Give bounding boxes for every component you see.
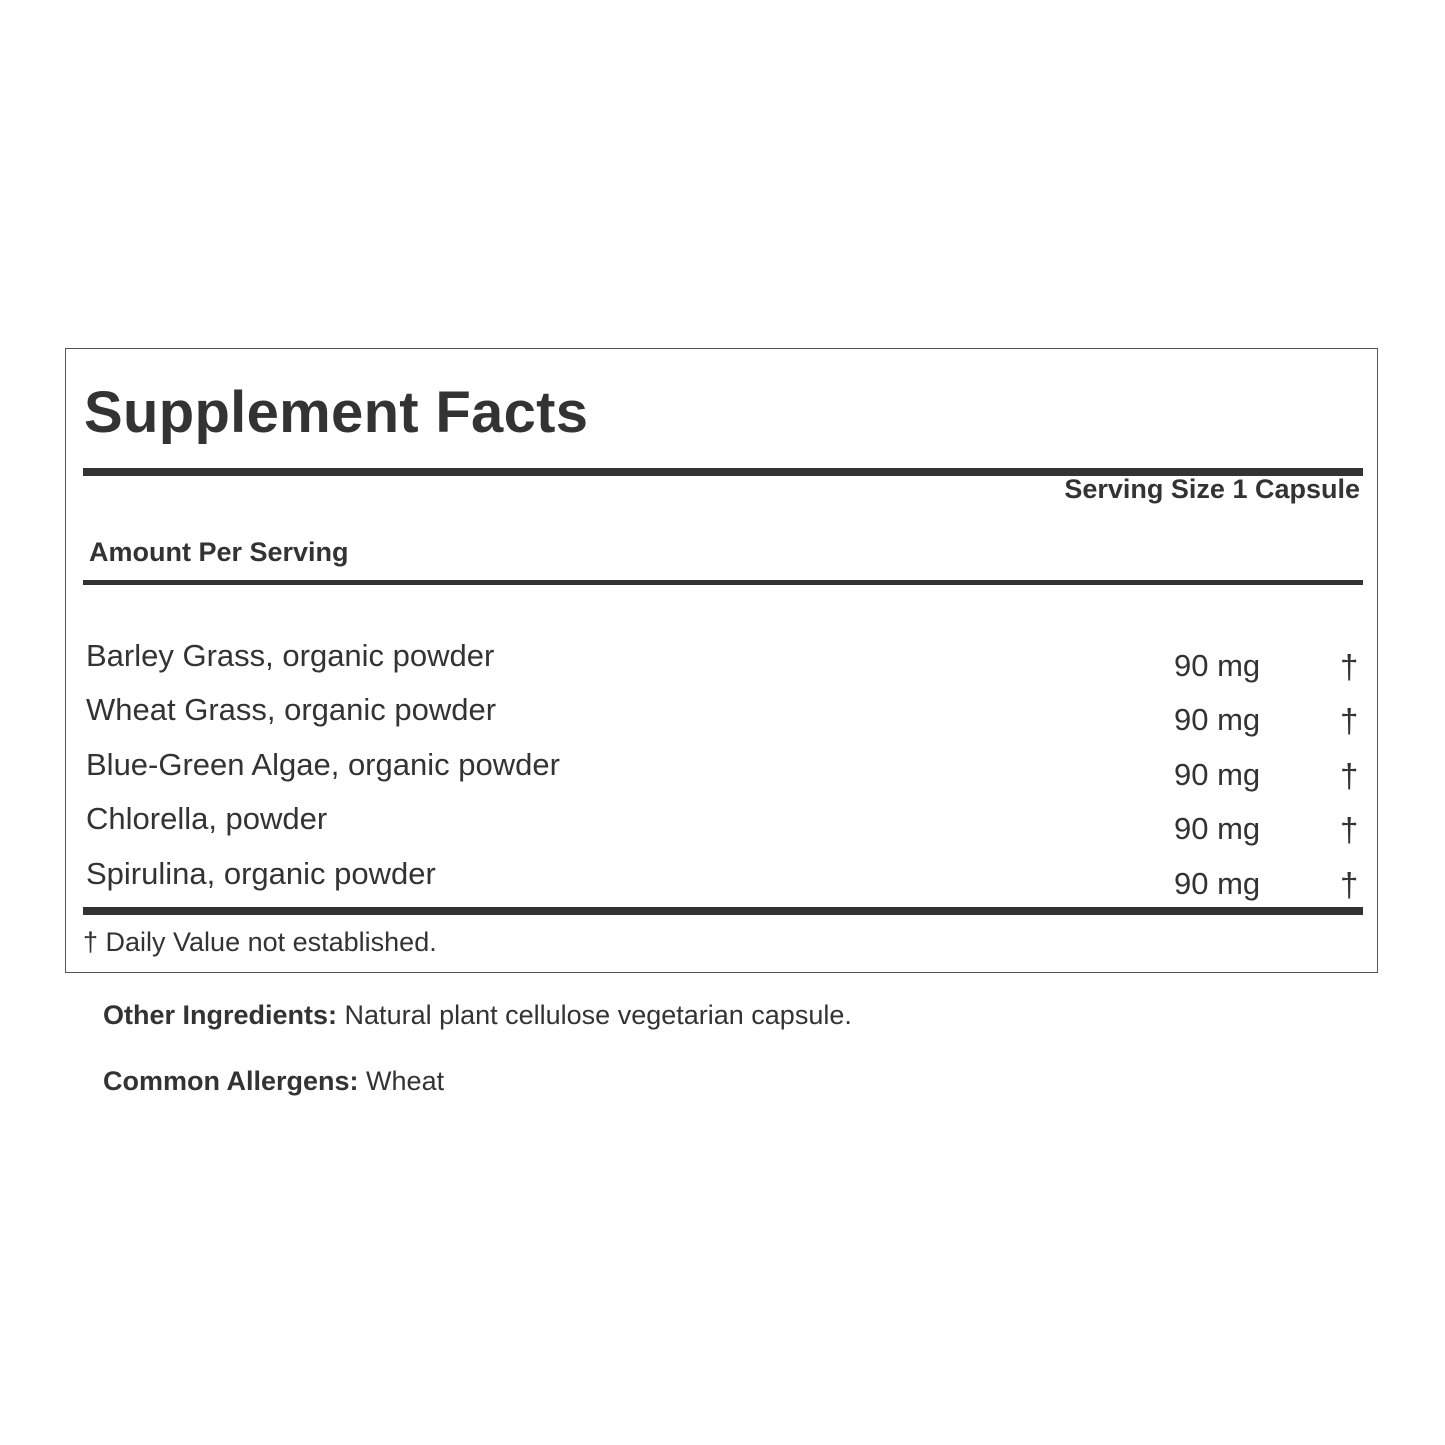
daily-value-dagger: †: [1340, 811, 1359, 848]
daily-value-dagger: †: [1340, 702, 1359, 739]
other-ingredients: [103, 1000, 852, 1031]
ingredient-row: [66, 856, 1377, 910]
ingredient-amount: 90 mg: [1174, 702, 1261, 737]
ingredient-amount: 90 mg: [1174, 648, 1261, 683]
amount-per-serving-heading: Amount Per Serving: [89, 537, 349, 567]
ingredient-row: [66, 801, 1377, 855]
serving-size: Serving Size 1 Capsule: [1064, 474, 1360, 504]
daily-value-dagger: †: [1340, 757, 1359, 794]
panel-title: Supplement Facts: [84, 380, 589, 445]
supplement-facts-panel: [65, 348, 1378, 973]
bottom-thick-divider: [83, 907, 1363, 915]
daily-value-dagger: †: [1340, 648, 1359, 685]
ingredient-name: Chlorella, powder: [86, 801, 328, 836]
daily-value-dagger: †: [1340, 866, 1359, 903]
other-ingredients-label: Other Ingredients:: [103, 1000, 338, 1030]
common-allergens: [103, 1066, 444, 1097]
ingredient-name: Spirulina, organic powder: [86, 856, 436, 891]
ingredient-amount: 90 mg: [1174, 811, 1261, 846]
ingredient-name: Wheat Grass, organic powder: [86, 692, 497, 727]
ingredient-amount: 90 mg: [1174, 757, 1261, 792]
daily-value-footnote: † Daily Value not established.: [83, 927, 437, 957]
ingredient-row: [66, 692, 1377, 746]
ingredient-row: [66, 747, 1377, 801]
ingredient-name: Blue-Green Algae, organic powder: [86, 747, 560, 782]
common-allergens-value: Wheat: [366, 1066, 445, 1096]
common-allergens-label: Common Allergens:: [103, 1066, 359, 1096]
ingredient-row: [66, 638, 1377, 692]
ingredient-name: Barley Grass, organic powder: [86, 638, 495, 673]
ingredient-amount: 90 mg: [1174, 866, 1261, 901]
other-ingredients-value: Natural plant cellulose vegetarian capsule.: [344, 1000, 852, 1030]
amount-divider: [83, 580, 1363, 585]
